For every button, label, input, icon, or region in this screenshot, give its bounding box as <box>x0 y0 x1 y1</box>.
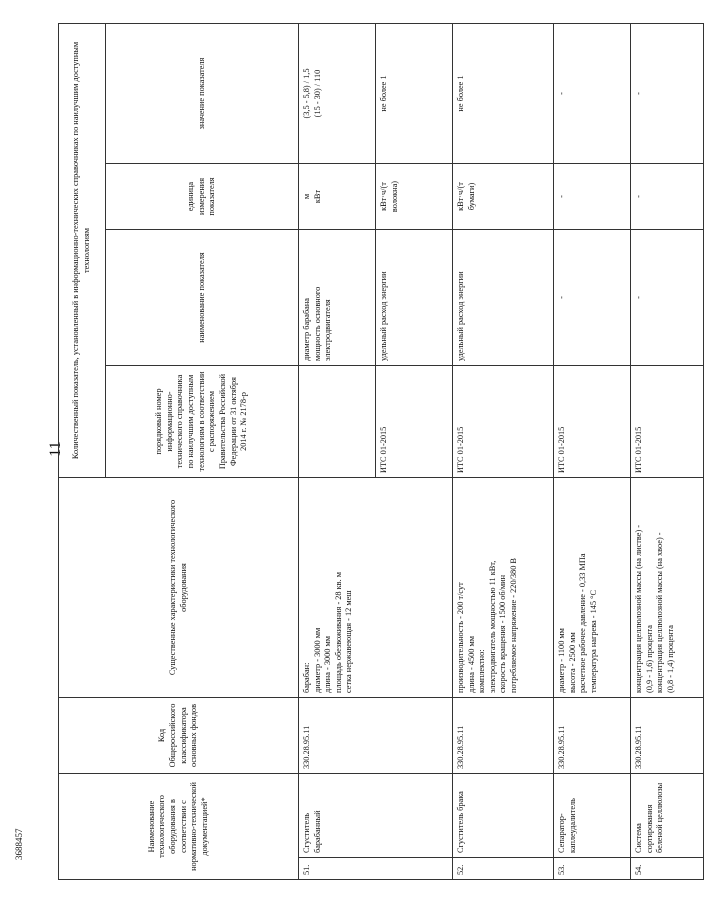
header-quantitative-indicator: Количественный показатель, установленный в информационно-технических справочниках по наилучшим доступным технологиям <box>59 23 106 477</box>
characteristics: концентрация целлюлозной массы (на листве) - (0,9 - 1,6) процента концентрация целлюлозной массы (на хвое) - (0,8 - 1,4) процента <box>631 478 704 698</box>
table-row <box>299 23 376 879</box>
okof-code: 330.28.95.11 <box>453 698 554 774</box>
reference-number: ИТС 01-2015 <box>631 366 704 478</box>
indicator-name: - <box>631 230 704 366</box>
equipment-name: Сепаратор-каплеудалитель <box>554 774 631 858</box>
document-id: 3688457 <box>14 828 24 860</box>
indicator-value: не более 1 <box>376 23 453 163</box>
indicator-name: - <box>554 230 631 366</box>
equipment-name: Сгуститель брака <box>453 774 554 858</box>
characteristics: производительность - 200 т/сут длина - 4500 мм комплектно: электродвигатель мощностью 11 кВт, скорость вращения - 1500 об/мин потребляемое напряжение - 220/380 В <box>453 478 554 698</box>
header-value: значение показателя <box>106 23 299 163</box>
header-okof-code: Код Общероссийского классификатора основных фондов <box>59 698 299 774</box>
page-number: 11 <box>47 441 64 457</box>
equipment-table <box>58 23 704 880</box>
header-unit: единица измерения показателя <box>106 164 299 230</box>
table-row <box>554 23 631 879</box>
indicator-value: - <box>631 23 704 163</box>
header-characteristics: Существенные характеристики технологического оборудования <box>59 478 299 698</box>
indicator-unit: м кВт <box>299 164 376 230</box>
indicator-unit: - <box>554 164 631 230</box>
rotated-page-content <box>58 24 675 880</box>
indicator-unit: кВт·ч/(т бумаги) <box>453 164 554 230</box>
indicator-name: удельный расход энергии <box>453 230 554 366</box>
indicator-value: - <box>554 23 631 163</box>
header-equipment-name: Наименование технологического оборудования в соответствии с нормативно-технической документацией* <box>59 774 299 880</box>
row-number: 51. <box>299 858 453 880</box>
table-row <box>453 23 554 879</box>
header-reference-number: порядковый номер информационно-технического справочника по наилучшим доступным технологиям в соответствии с распоряжением Правительства Российской Федерации от 31 октября 2014 г. № 2178-р <box>106 366 299 478</box>
row-number: 52. <box>453 858 554 880</box>
reference-number: ИТС 01-2015 <box>376 366 453 478</box>
indicator-name: удельный расход энергии <box>376 230 453 366</box>
indicator-unit: - <box>631 164 704 230</box>
reference-number <box>299 366 376 478</box>
equipment-name: Система сортирования беленой целлюлозы <box>631 774 704 858</box>
characteristics: барабан: диаметр - 3000 мм длина - 3000 мм площадь обезвоживания - 28 кв. м сетка нержавеющая - 12 меш <box>299 478 453 698</box>
indicator-value: (3,5 - 5,8) / 1,5 (15 - 30) / 110 <box>299 23 376 163</box>
characteristics: диаметр - 1100 мм высота - 2500 мм расчетное рабочее давление - 0,33 МПа температура нагрева - 145 °С <box>554 478 631 698</box>
indicator-name: диаметр барабана мощность основного электродвигателя <box>299 230 376 366</box>
row-number: 54. <box>631 858 704 880</box>
indicator-value: не более 1 <box>453 23 554 163</box>
header-indicator-name: наименование показателя <box>106 230 299 366</box>
reference-number: ИТС 01-2015 <box>453 366 554 478</box>
okof-code: 330.28.95.11 <box>554 698 631 774</box>
equipment-name: Сгуститель барабанный <box>299 774 453 858</box>
indicator-unit: кВт·ч/(т волокна) <box>376 164 453 230</box>
table-row <box>631 23 704 879</box>
okof-code: 330.28.95.11 <box>299 698 453 774</box>
reference-number: ИТС 01-2015 <box>554 366 631 478</box>
row-number: 53. <box>554 858 631 880</box>
okof-code: 330.28.95.11 <box>631 698 704 774</box>
